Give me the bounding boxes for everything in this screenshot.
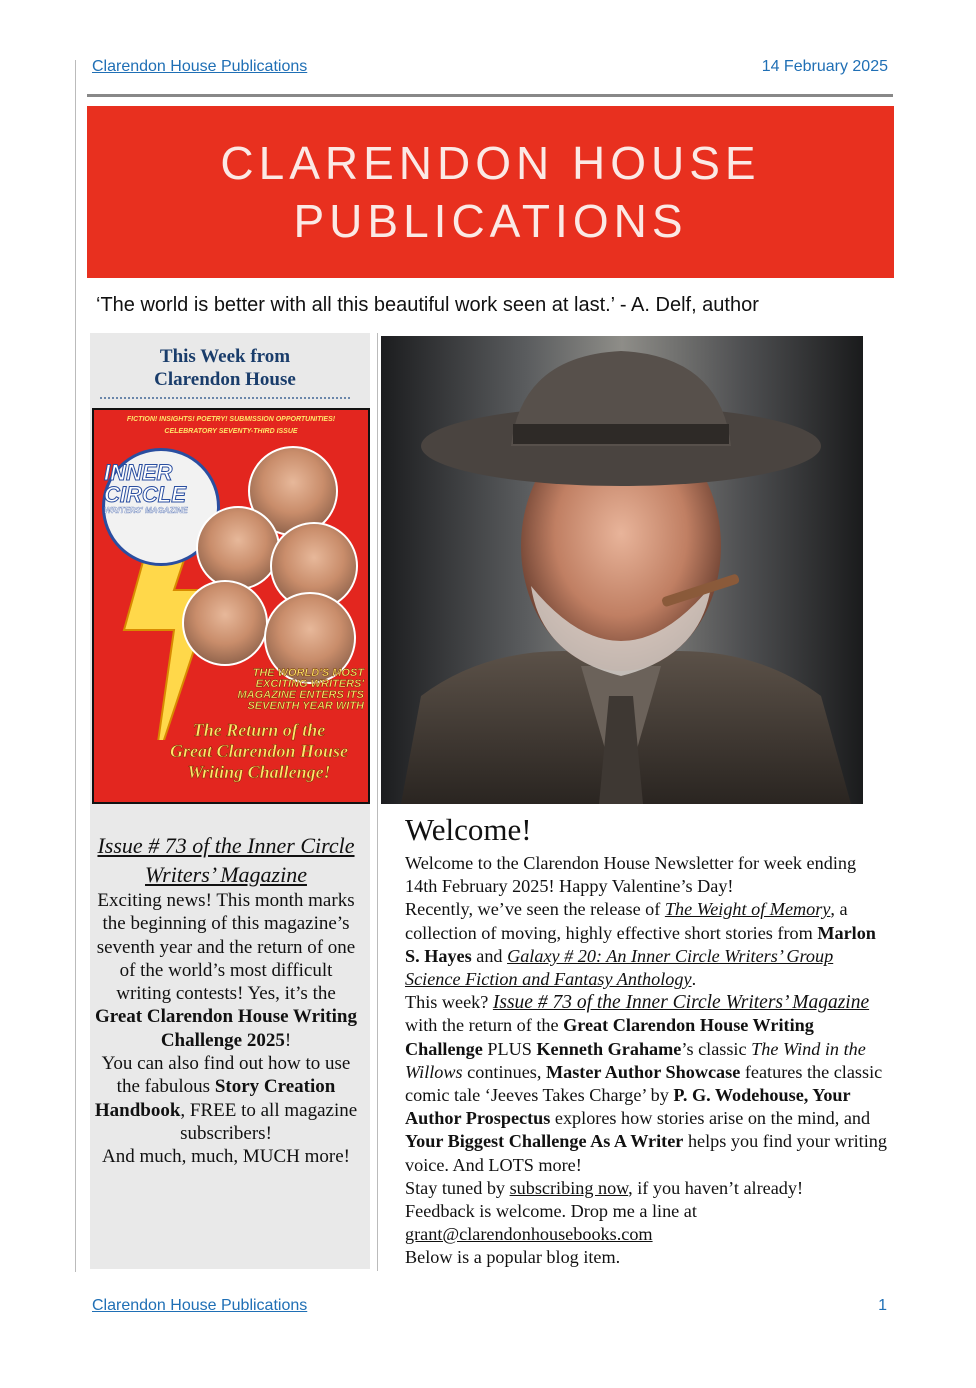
p3-text-g: explores how stories arise on the mind, and [550,1108,871,1129]
welcome-body [405,852,889,1270]
wodehouse-prospectus-bold: P. G. Wodehouse, Your Author Prospectus [405,1085,851,1129]
cover-subtitle [154,720,364,783]
man-in-fedora-image-icon [381,336,863,804]
column-divider [377,333,378,1271]
cover-subtitle-line-1: The Return of the [192,720,326,740]
p3-text-f: features the classic comic tale ‘Jeeves Takes Charge’ by [405,1061,883,1106]
cover-tagline-line-2: EXCITING WRITERS' [255,678,364,690]
welcome-paragraph-1: Welcome to the Clarendon House Newsletter for week ending 14th February 2025! Happy Valentine’s Day! [405,853,857,897]
sidebar-dotted-divider [100,397,350,399]
writing-challenge-bold: Great Clarendon House Writing Challenge [405,1015,814,1059]
magazine-cover-image[interactable] [92,408,370,804]
subscribe-link[interactable]: subscribing now [509,1177,629,1198]
cover-subtitle-line-3: Writing Challenge! [187,762,331,782]
footer-publisher-link[interactable]: Clarendon House Publications [92,1297,308,1314]
cover-top-line-1: FICTION! INSIGHTS! POETRY! SUBMISSION OPPORTUNITIES! [126,416,336,423]
p3-text-a: This week? [405,992,493,1013]
portrait-icon [182,580,268,666]
featured-photo [381,336,863,804]
p3-text-h: helps you find your writing voice. And LOTS more! [405,1131,887,1175]
weight-of-memory-link[interactable] [665,899,831,919]
biggest-challenge-bold: Your Biggest Challenge As A Writer [405,1131,684,1152]
p2-text-a: Recently, we’ve seen the release of [405,899,665,920]
cover-top-line-2: CELEBRATORY SEVENTY-THIRD ISSUE [164,428,298,435]
welcome-paragraph-3 [405,991,889,1177]
inner-circle-logo-text [104,462,188,516]
sidebar-body-2-end: , FREE to all magazine subscribers! [180,1099,358,1144]
wind-in-willows-title: The Wind in the Willows [405,1038,866,1082]
sidebar-body-3: And much, much, MUCH more! [101,1146,351,1168]
sidebar-panel [90,333,370,1269]
portrait-icon [196,506,280,590]
p3-text-b: with the return of the [405,1015,564,1036]
galaxy-20-title: Galaxy # 20: An Inner Circle Writers’ Group Science Fiction and Fantasy Anthology [405,945,834,990]
header-divider [87,94,893,97]
email-link[interactable]: grant@clarendonhousebooks.com [405,1224,653,1245]
welcome-paragraph-email [405,1223,889,1246]
p2-text-d: . [691,969,697,990]
cover-subtitle-line-2: Great Clarendon House [169,741,349,761]
logo-word-writers-magazine: WRITERS' MAGAZINE [104,506,188,515]
cover-tagline-line-1: THE WORLD'S MOST [252,667,364,679]
p3-text-c: PLUS [482,1038,537,1059]
issue-73-title: Issue # 73 of the Inner Circle Writers’ Magazine [492,992,870,1014]
welcome-heading: Welcome! [405,812,532,847]
sidebar-body-1-end: ! [284,1029,292,1051]
welcome-paragraph-6: Below is a popular blog item. [405,1247,621,1268]
p3-text-d: ’s classic [681,1038,752,1059]
sidebar-issue-link[interactable]: Issue # 73 of the Inner Circle Writers’ Magazine [97,833,355,887]
master-author-showcase-bold: Master Author Showcase [545,1061,741,1082]
tagline-quote: ‘The world is better with all this beautiful work seen at last.’ - A. Delf, author [96,294,759,316]
welcome-paragraph-2 [405,898,889,991]
sidebar-body-2-bold: Story Creation Handbook [94,1076,336,1121]
sidebar-title [90,345,360,391]
logo-word-circle: CIRCLE [104,482,186,507]
sidebar-description [94,831,358,1169]
cover-tagline-line-4: SEVENTH YEAR WITH [247,700,364,712]
header-date: 14 February 2025 [761,58,888,75]
p3-text-e: continues, [462,1061,546,1082]
masthead-banner [87,106,894,278]
sidebar-body-1: Exciting news! This month marks the beginning of this magazine’s seventh year and the return of one of the world’s most difficult writing contests! Yes, it’s the [96,890,356,1005]
issue-73-link[interactable] [493,992,869,1013]
cover-top-text [94,414,368,438]
sidebar-body-1-bold: Great Clarendon House Writing Challenge 2025 [95,1006,357,1051]
welcome-paragraph-4 [405,1177,889,1200]
cover-tagline-line-3: MAGAZINE ENTERS ITS [237,689,364,701]
weight-of-memory-title: The Weight of Memory [664,899,831,920]
page-number: 1 [878,1297,887,1314]
masthead-line-1: CLARENDON HOUSE [220,137,761,189]
p2-text-b: , a collection of moving, highly effective short stories from [405,899,848,943]
kenneth-grahame-bold: Kenneth Grahame [536,1038,682,1059]
masthead-line-2: PUBLICATIONS [293,195,688,247]
sidebar-title-line-1: This Week from [159,346,291,367]
welcome-paragraph-5: Feedback is welcome. Drop me a line at [405,1201,697,1222]
logo-word-inner: INNER [104,460,173,485]
header-publisher-link[interactable]: Clarendon House Publications [92,58,308,75]
p4-text-a: Stay tuned by [405,1177,510,1198]
sidebar-title-line-2: Clarendon House [154,369,296,390]
p2-text-c: and [471,945,508,966]
cover-tagline [174,668,364,712]
sidebar-body-2: You can also find out how to use the fabulous [101,1053,351,1098]
author-marlon-hayes: Marlon S. Hayes [405,922,876,966]
p4-text-b: , if you haven’t already! [628,1177,804,1198]
left-margin-rule [75,60,76,1272]
